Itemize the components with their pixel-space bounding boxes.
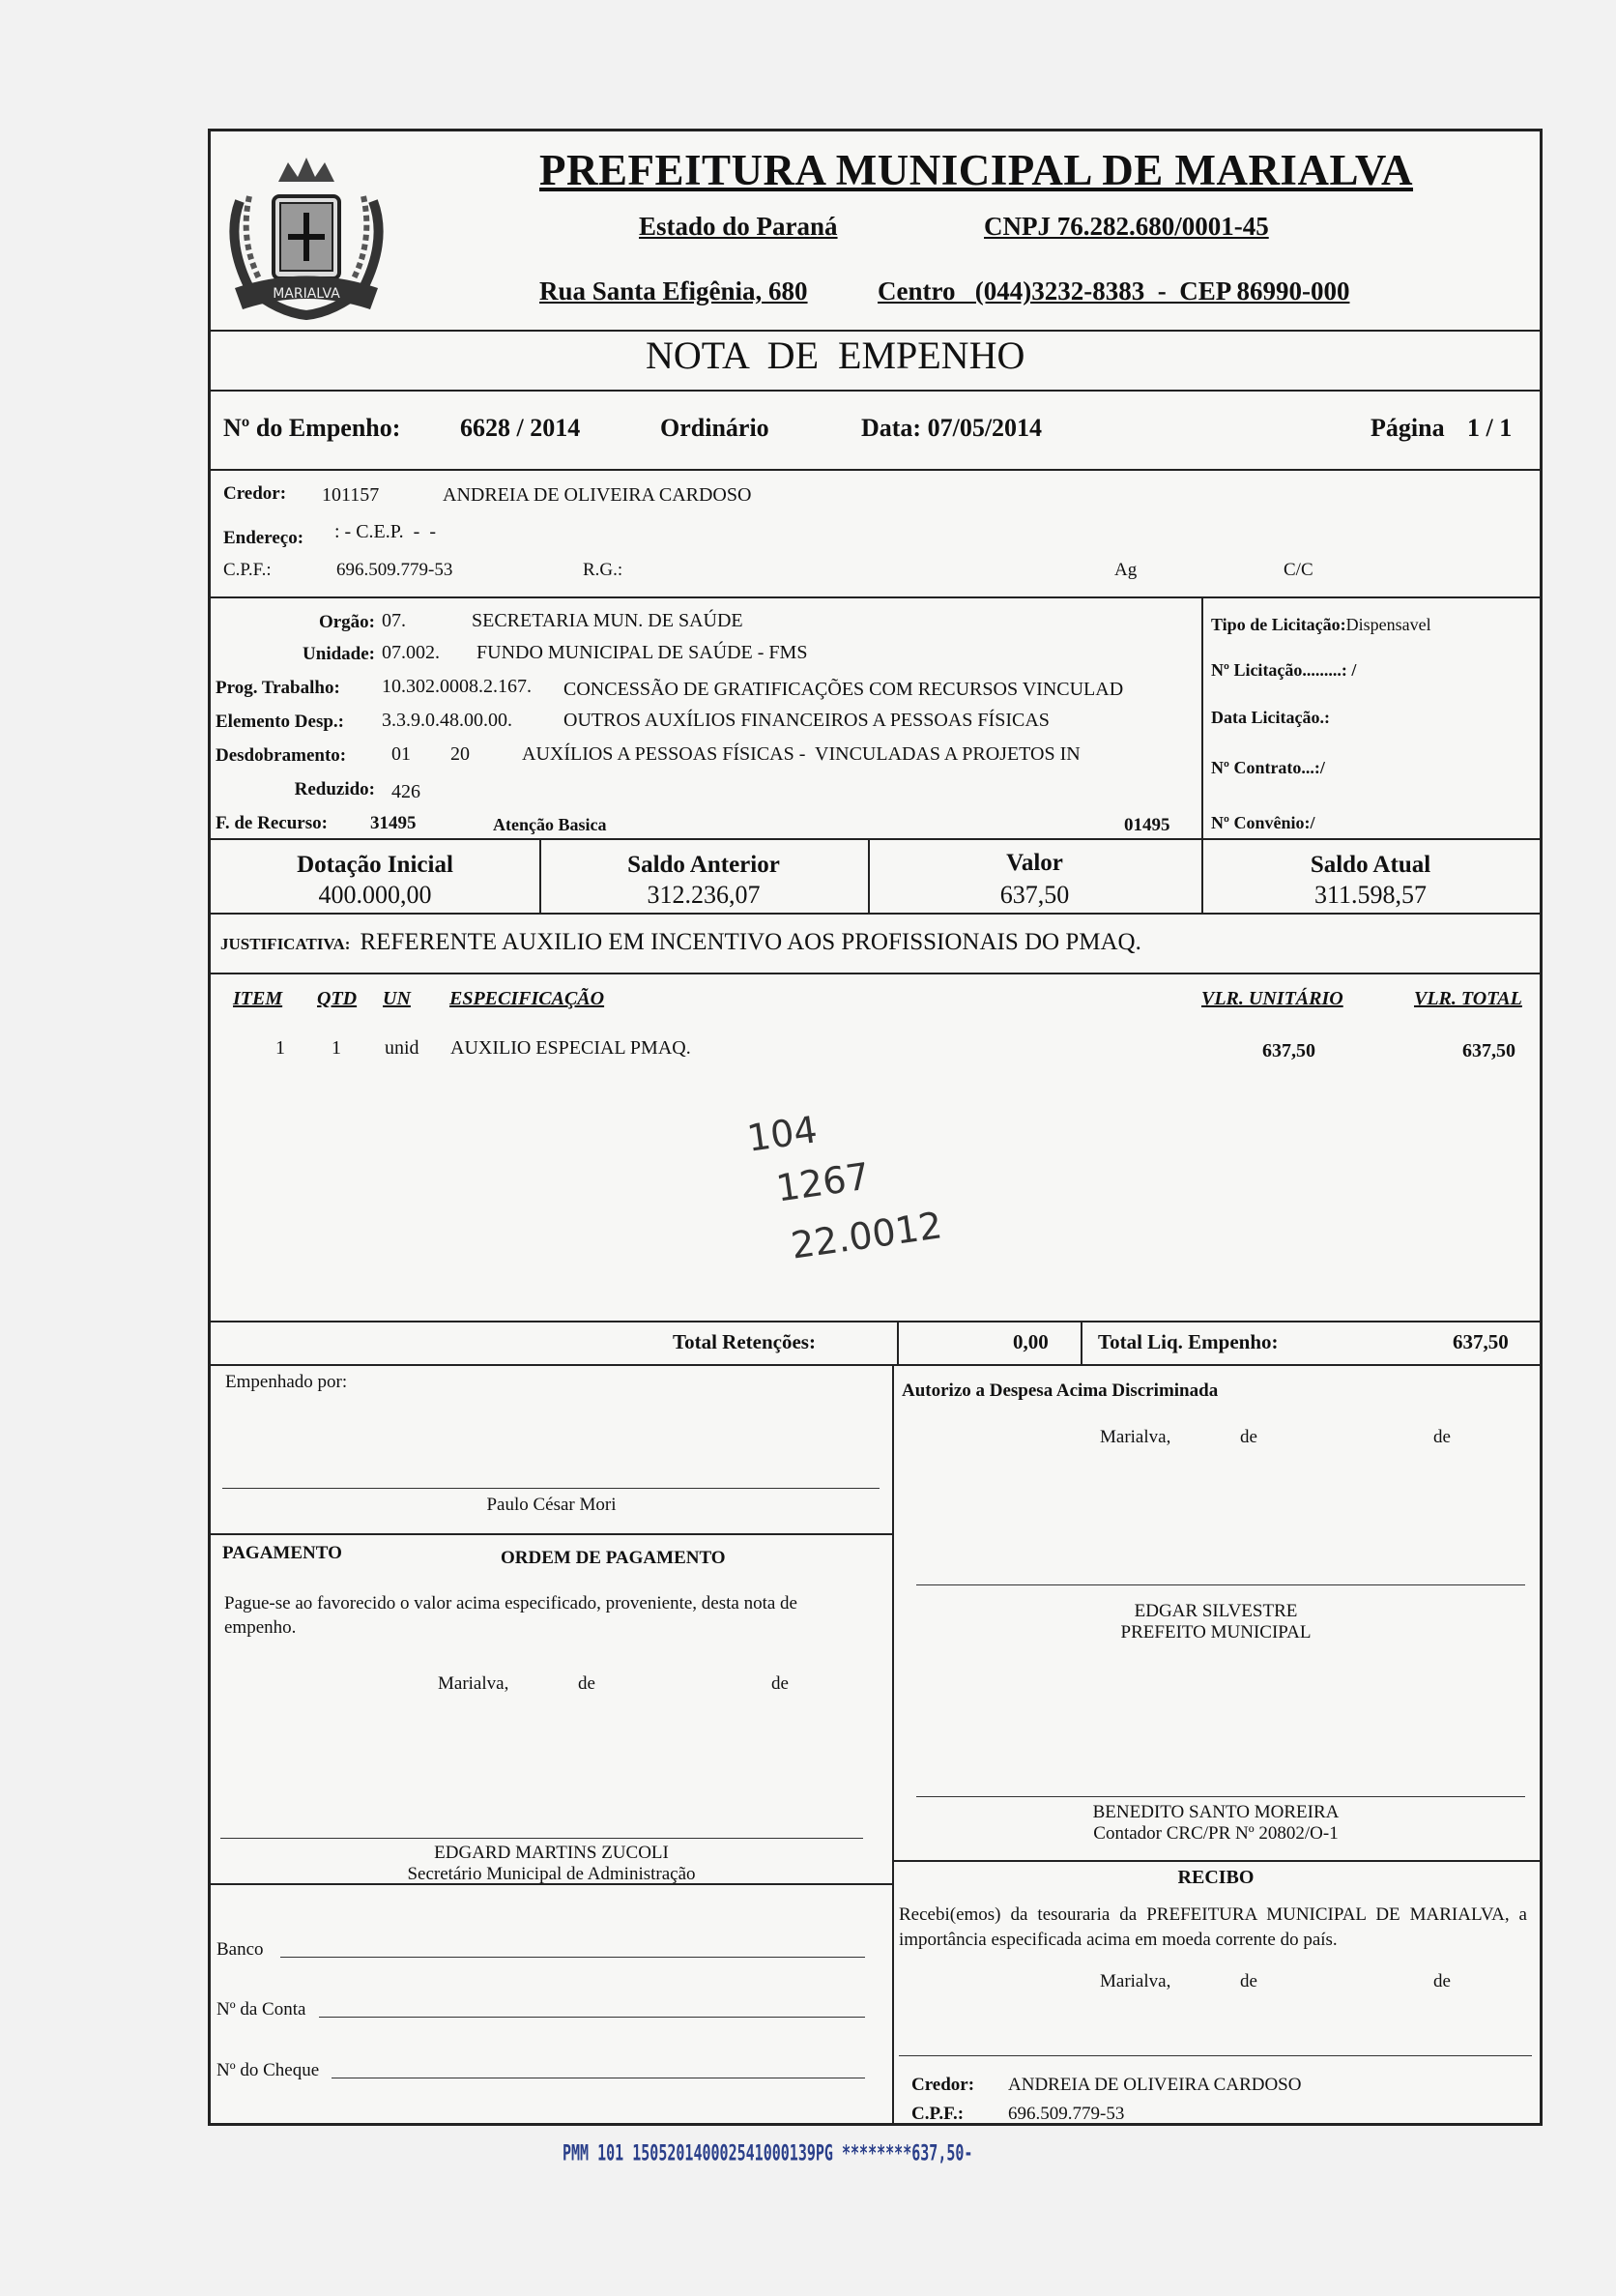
desdobramento-label: Desdobramento:	[216, 745, 347, 766]
autorizo-label: Autorizo a Despesa Acima Discriminada	[902, 1381, 1219, 1401]
cpf: 696.509.779-53	[336, 560, 453, 580]
ordem-pagamento-label: ORDEM DE PAGAMENTO	[501, 1548, 726, 1568]
recurso-code: 31495	[370, 813, 417, 833]
desdobramento-b: 20	[450, 743, 470, 765]
items-header-total-value: VLR. TOTAL	[1414, 988, 1522, 1009]
page-title: PREFEITURA MUNICIPAL DE MARIALVA	[539, 146, 1414, 194]
handwritten-note-1: 104	[744, 1108, 821, 1160]
tipo-licitacao-label: Tipo de Licitação:	[1211, 615, 1346, 634]
prog-code: 10.302.0008.2.167.	[382, 676, 532, 697]
item-row-item: 1	[275, 1037, 285, 1059]
item-row-spec: AUXILIO ESPECIAL PMAQ.	[450, 1037, 691, 1059]
banco-field	[280, 1957, 865, 1958]
page-number: 1 / 1	[1467, 414, 1513, 442]
footer-barcode-text: PMM 101 150520140002541000139PG ********637,50-	[563, 2139, 973, 2166]
items-header-item: ITEM	[233, 988, 283, 1009]
secretario-nome: EDGARD MARTINS ZUCOLI	[434, 1843, 669, 1863]
recurso-name: Atenção Basica	[493, 815, 607, 834]
cc-label: C/C	[1284, 560, 1313, 580]
retencoes-label: Total Retenções:	[673, 1330, 816, 1353]
district-phone-cep: Centro (044)3232-8383 - CEP 86990-000	[878, 276, 1350, 305]
state: Estado do Paraná	[639, 212, 838, 241]
municipal-crest-icon	[220, 143, 392, 322]
autorizo-city: Marialva,	[1100, 1427, 1171, 1447]
justificativa-text: REFERENTE AUXILIO EM INCENTIVO AOS PROFISSIONAIS DO PMAQ.	[360, 929, 1141, 955]
elemento-name: OUTROS AUXÍLIOS FINANCEIROS A PESSOAS FÍSICAS	[563, 710, 1050, 731]
items-header-qtd: QTD	[317, 988, 358, 1009]
cnpj: CNPJ 76.282.680/0001-45	[984, 212, 1269, 241]
unidade-code: 07.002.	[382, 642, 440, 663]
empenho-kind: Ordinário	[660, 414, 769, 442]
liquido-label: Total Liq. Empenho:	[1098, 1330, 1279, 1353]
items-header-un: UN	[383, 988, 411, 1009]
elemento-code: 3.3.9.0.48.00.00.	[382, 710, 512, 731]
prefeito-cargo: PREFEITO MUNICIPAL	[1120, 1622, 1312, 1642]
saldo-atual-label: Saldo Atual	[1310, 852, 1431, 878]
saldo-atual-value: 311.598,57	[1313, 881, 1428, 909]
recibo-text: Recebi(emos) da tesouraria da PREFEITURA MUNICIPAL DE MARIALVA, a importância especificada acima em moeda corrente do país.	[899, 1904, 1527, 1950]
autorizo-de-1: de	[1240, 1427, 1257, 1447]
rg-label: R.G.:	[583, 560, 623, 580]
pagamento-de-1: de	[578, 1673, 595, 1694]
orgao-code: 07.	[382, 610, 406, 631]
item-row-unit-value: 637,50	[1262, 1040, 1315, 1061]
retencoes-value: 0,00	[1013, 1330, 1049, 1353]
recurso-ref: 01495	[1124, 815, 1170, 835]
recibo-label: RECIBO	[1177, 1867, 1255, 1888]
item-row-qtd: 1	[332, 1037, 341, 1059]
recibo-de-2: de	[1433, 1971, 1451, 1991]
unidade-label: Unidade:	[303, 644, 375, 664]
saldo-anterior-label: Saldo Anterior	[627, 852, 780, 878]
credor-label: Credor:	[223, 483, 287, 504]
recibo-city: Marialva,	[1100, 1971, 1171, 1991]
recibo-cpf-label: C.P.F.:	[911, 2104, 965, 2124]
desdobramento-a: 01	[391, 743, 411, 765]
recibo-de-1: de	[1240, 1971, 1257, 1991]
items-header-unit-value: VLR. UNITÁRIO	[1201, 988, 1343, 1009]
conta-label: Nº da Conta	[216, 1999, 306, 2020]
pagamento-label: PAGAMENTO	[222, 1543, 342, 1563]
desdobramento-name: AUXÍLIOS A PESSOAS FÍSICAS - VINCULADAS A PROJETOS IN	[522, 743, 1081, 765]
convenio-number: Nº Convênio:/	[1211, 813, 1315, 832]
nota-empenho-form	[208, 129, 1543, 2126]
recibo-credor: ANDREIA DE OLIVEIRA CARDOSO	[1008, 2075, 1302, 2095]
cpf-label: C.P.F.:	[223, 560, 272, 580]
recibo-credor-label: Credor:	[911, 2075, 975, 2095]
recibo-cpf: 696.509.779-53	[1008, 2104, 1125, 2124]
banco-label: Banco	[216, 1939, 264, 1960]
contrato-number: Nº Contrato...:/	[1211, 758, 1325, 777]
contador-cargo: Contador CRC/PR Nº 20802/O-1	[1093, 1823, 1339, 1844]
prog-name: CONCESSÃO DE GRATIFICAÇÕES COM RECURSOS VINCULAD	[563, 679, 1124, 700]
dotacao-label: Dotação Inicial	[297, 852, 453, 878]
secretario-cargo: Secretário Municipal de Administração	[407, 1864, 696, 1884]
endereco: : - C.E.P. - -	[334, 521, 436, 542]
empenho-number: 6628 / 2014	[460, 414, 581, 442]
empenho-number-label: Nº do Empenho:	[223, 414, 401, 442]
recurso-label: F. de Recurso:	[216, 813, 328, 833]
valor-label: Valor	[1006, 850, 1063, 876]
address: Rua Santa Efigênia, 680	[539, 276, 808, 305]
orgao-name: SECRETARIA MUN. DE SAÚDE	[472, 610, 743, 631]
handwritten-note-2: 1267	[773, 1154, 873, 1210]
credor-name: ANDREIA DE OLIVEIRA CARDOSO	[443, 484, 752, 506]
credor-code: 101157	[322, 484, 380, 506]
pague-se-text: Pague-se ao favorecido o valor acima especificado, proveniente, desta nota de empenho.	[224, 1593, 797, 1638]
empenhado-nome: Paulo César Mori	[486, 1495, 617, 1515]
document-type: NOTA DE EMPENHO	[646, 334, 1025, 377]
conta-field	[319, 2017, 865, 2018]
item-row-un: unid	[385, 1037, 419, 1059]
pagamento-city: Marialva,	[438, 1673, 509, 1694]
reduzido: 426	[391, 781, 420, 802]
elemento-label: Elemento Desp.:	[216, 712, 344, 732]
orgao-label: Orgão:	[318, 612, 375, 632]
dotacao-value: 400.000,00	[318, 881, 432, 909]
handwritten-note-3: 22.0012	[788, 1204, 945, 1267]
prog-label: Prog. Trabalho:	[216, 678, 340, 698]
valor-value: 637,50	[999, 881, 1070, 909]
prefeito-nome: EDGAR SILVESTRE	[1134, 1601, 1298, 1621]
page-label: Página	[1371, 414, 1445, 442]
empenhado-por-label: Empenhado por:	[225, 1372, 348, 1392]
ag-label: Ag	[1114, 560, 1138, 580]
licitacao-date: Data Licitação.:	[1211, 708, 1330, 727]
items-header-spec: ESPECIFICAÇÃO	[449, 988, 605, 1009]
contador-nome: BENEDITO SANTO MOREIRA	[1092, 1802, 1340, 1822]
item-row-total-value: 637,50	[1462, 1040, 1515, 1061]
pagamento-de-2: de	[771, 1673, 789, 1694]
licitacao-number: Nº Licitação.........: /	[1211, 660, 1357, 680]
reduzido-label: Reduzido:	[294, 779, 375, 799]
crest-banner: MARIALVA	[273, 286, 340, 302]
justificativa-label: JUSTIFICATIVA:	[220, 935, 351, 953]
unidade-name: FUNDO MUNICIPAL DE SAÚDE - FMS	[476, 642, 808, 663]
tipo-licitacao-value: Dispensavel	[1345, 615, 1431, 634]
saldo-anterior-value: 312.236,07	[647, 881, 761, 909]
autorizo-de-2: de	[1433, 1427, 1451, 1447]
empenho-date: Data: 07/05/2014	[861, 414, 1043, 442]
endereco-label: Endereço:	[223, 528, 304, 548]
liquido-value: 637,50	[1453, 1330, 1509, 1353]
cheque-label: Nº do Cheque	[216, 2060, 320, 2080]
